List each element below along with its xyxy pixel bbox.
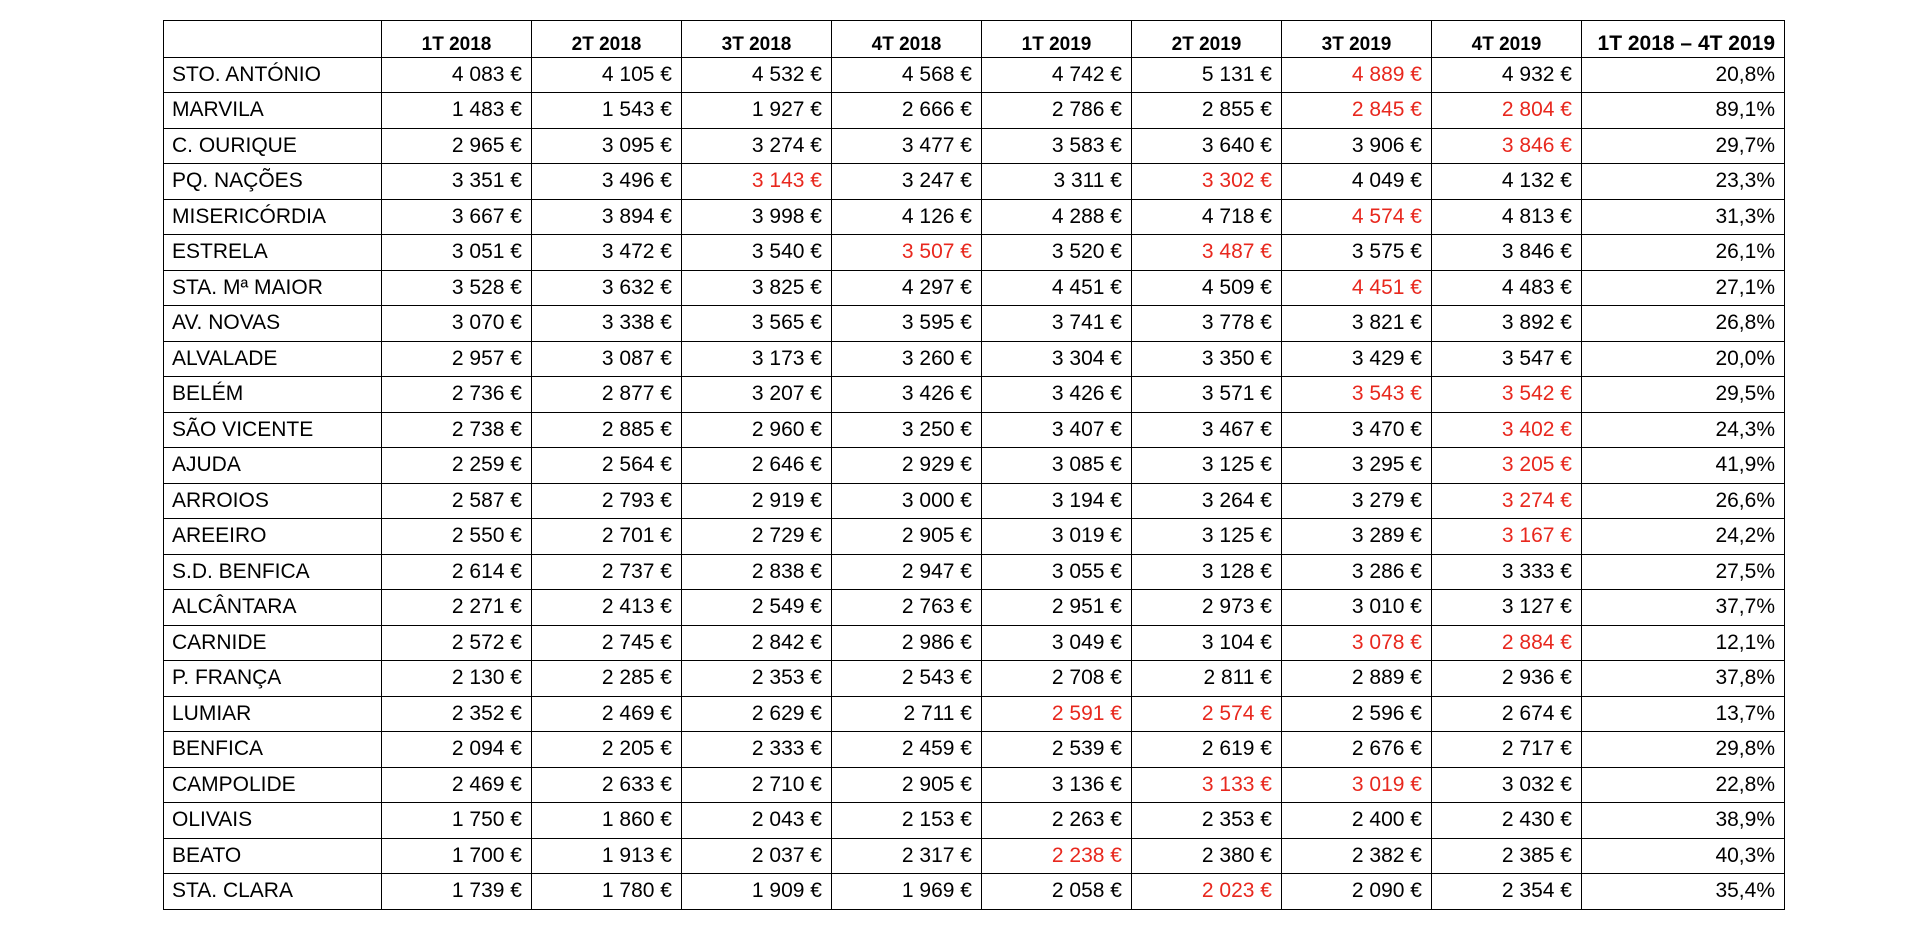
price-cell: 1 913 € — [532, 838, 682, 874]
price-cell: 3 350 € — [1132, 341, 1282, 377]
price-cell: 2 614 € — [382, 554, 532, 590]
price-cell: 2 666 € — [832, 93, 982, 129]
price-cell: 2 353 € — [1132, 803, 1282, 839]
price-cell: 3 595 € — [832, 306, 982, 342]
price-cell: 3 547 € — [1432, 341, 1582, 377]
price-cell: 4 532 € — [682, 57, 832, 93]
parish-name: ESTRELA — [164, 235, 382, 271]
parish-name: LUMIAR — [164, 696, 382, 732]
price-cell: 2 947 € — [832, 554, 982, 590]
price-cell: 2 905 € — [832, 519, 982, 555]
price-cell: 3 173 € — [682, 341, 832, 377]
price-cell: 4 718 € — [1132, 199, 1282, 235]
parish-name: C. OURIQUE — [164, 128, 382, 164]
price-cell: 3 070 € — [382, 306, 532, 342]
price-cell: 3 295 € — [1282, 448, 1432, 484]
price-cell: 3 426 € — [832, 377, 982, 413]
price-cell: 2 130 € — [382, 661, 532, 697]
parish-name: CARNIDE — [164, 625, 382, 661]
price-cell: 3 496 € — [532, 164, 682, 200]
price-cell: 3 143 € — [682, 164, 832, 200]
price-cell: 3 311 € — [982, 164, 1132, 200]
price-cell: 3 250 € — [832, 412, 982, 448]
price-cell: 4 132 € — [1432, 164, 1582, 200]
table-row — [164, 57, 1785, 93]
price-cell: 3 207 € — [682, 377, 832, 413]
price-cell: 4 932 € — [1432, 57, 1582, 93]
price-cell: 3 247 € — [832, 164, 982, 200]
price-cell: 4 126 € — [832, 199, 982, 235]
price-cell: 3 194 € — [982, 483, 1132, 519]
price-cell: 2 574 € — [1132, 696, 1282, 732]
price-cell: 2 058 € — [982, 874, 1132, 910]
price-cell: 2 674 € — [1432, 696, 1582, 732]
parish-name: AREEIRO — [164, 519, 382, 555]
price-cell: 2 884 € — [1432, 625, 1582, 661]
price-cell: 3 087 € — [532, 341, 682, 377]
price-cell: 3 540 € — [682, 235, 832, 271]
price-cell: 2 877 € — [532, 377, 682, 413]
table-row — [164, 341, 1785, 377]
price-cell: 1 700 € — [382, 838, 532, 874]
table-row — [164, 483, 1785, 519]
price-cell: 2 960 € — [682, 412, 832, 448]
table-body — [164, 57, 1785, 909]
price-cell: 1 750 € — [382, 803, 532, 839]
price-cell: 2 413 € — [532, 590, 682, 626]
price-cell: 4 483 € — [1432, 270, 1582, 306]
price-cell: 2 811 € — [1132, 661, 1282, 697]
price-cell: 2 885 € — [532, 412, 682, 448]
price-cell: 4 568 € — [832, 57, 982, 93]
table-row — [164, 661, 1785, 697]
price-cell: 3 264 € — [1132, 483, 1282, 519]
price-cell: 2 596 € — [1282, 696, 1432, 732]
parish-name: MISERICÓRDIA — [164, 199, 382, 235]
price-cell: 2 259 € — [382, 448, 532, 484]
price-cell: 2 957 € — [382, 341, 532, 377]
parish-name: AJUDA — [164, 448, 382, 484]
parish-name: STA. CLARA — [164, 874, 382, 910]
header-quarter: 3T 2019 — [1282, 21, 1432, 58]
change-cell: 26,1% — [1582, 235, 1785, 271]
table-row — [164, 306, 1785, 342]
price-cell: 4 889 € — [1282, 57, 1432, 93]
price-cell: 2 838 € — [682, 554, 832, 590]
table-row — [164, 838, 1785, 874]
header-quarter: 3T 2018 — [682, 21, 832, 58]
price-cell: 2 711 € — [832, 696, 982, 732]
parish-name: S.D. BENFICA — [164, 554, 382, 590]
change-cell: 26,8% — [1582, 306, 1785, 342]
change-cell: 22,8% — [1582, 767, 1785, 803]
table-row — [164, 93, 1785, 129]
parish-name: STA. Mª MAIOR — [164, 270, 382, 306]
price-cell: 3 821 € — [1282, 306, 1432, 342]
header-row — [164, 21, 1785, 58]
price-cell: 2 855 € — [1132, 93, 1282, 129]
price-cell: 4 288 € — [982, 199, 1132, 235]
price-cell: 3 078 € — [1282, 625, 1432, 661]
price-cell: 3 136 € — [982, 767, 1132, 803]
price-table — [163, 20, 1785, 910]
price-cell: 3 000 € — [832, 483, 982, 519]
price-cell: 4 297 € — [832, 270, 982, 306]
price-cell: 2 710 € — [682, 767, 832, 803]
price-cell: 1 909 € — [682, 874, 832, 910]
change-cell: 29,5% — [1582, 377, 1785, 413]
price-cell: 3 333 € — [1432, 554, 1582, 590]
price-cell: 3 741 € — [982, 306, 1132, 342]
price-cell: 3 104 € — [1132, 625, 1282, 661]
header-quarter: 4T 2018 — [832, 21, 982, 58]
price-cell: 2 587 € — [382, 483, 532, 519]
price-cell: 3 543 € — [1282, 377, 1432, 413]
price-cell: 2 845 € — [1282, 93, 1432, 129]
price-cell: 2 986 € — [832, 625, 982, 661]
price-cell: 2 745 € — [532, 625, 682, 661]
price-cell: 2 380 € — [1132, 838, 1282, 874]
price-cell: 3 467 € — [1132, 412, 1282, 448]
parish-name: PQ. NAÇÕES — [164, 164, 382, 200]
price-cell: 3 477 € — [832, 128, 982, 164]
price-cell: 3 338 € — [532, 306, 682, 342]
price-cell: 3 289 € — [1282, 519, 1432, 555]
price-cell: 2 973 € — [1132, 590, 1282, 626]
price-cell: 2 564 € — [532, 448, 682, 484]
price-cell: 3 010 € — [1282, 590, 1432, 626]
price-cell: 2 793 € — [532, 483, 682, 519]
header-quarter: 1T 2018 — [382, 21, 532, 58]
price-cell: 2 572 € — [382, 625, 532, 661]
price-cell: 3 507 € — [832, 235, 982, 271]
parish-name: AV. NOVAS — [164, 306, 382, 342]
price-cell: 2 459 € — [832, 732, 982, 768]
change-cell: 35,4% — [1582, 874, 1785, 910]
table-row — [164, 767, 1785, 803]
price-cell: 3 892 € — [1432, 306, 1582, 342]
parish-name: STO. ANTÓNIO — [164, 57, 382, 93]
table-row — [164, 164, 1785, 200]
price-cell: 2 382 € — [1282, 838, 1432, 874]
price-cell: 2 646 € — [682, 448, 832, 484]
price-cell: 2 708 € — [982, 661, 1132, 697]
price-cell: 4 813 € — [1432, 199, 1582, 235]
table-row — [164, 696, 1785, 732]
change-cell: 12,1% — [1582, 625, 1785, 661]
price-cell: 3 846 € — [1432, 235, 1582, 271]
change-cell: 38,9% — [1582, 803, 1785, 839]
price-cell: 3 846 € — [1432, 128, 1582, 164]
parish-name: BELÉM — [164, 377, 382, 413]
price-cell: 4 451 € — [982, 270, 1132, 306]
price-cell: 2 786 € — [982, 93, 1132, 129]
price-cell: 3 565 € — [682, 306, 832, 342]
price-cell: 2 842 € — [682, 625, 832, 661]
price-cell: 3 640 € — [1132, 128, 1282, 164]
price-cell: 2 469 € — [532, 696, 682, 732]
table-row — [164, 732, 1785, 768]
change-cell: 31,3% — [1582, 199, 1785, 235]
price-cell: 3 487 € — [1132, 235, 1282, 271]
price-cell: 2 543 € — [832, 661, 982, 697]
price-cell: 2 763 € — [832, 590, 982, 626]
price-cell: 3 426 € — [982, 377, 1132, 413]
change-cell: 41,9% — [1582, 448, 1785, 484]
parish-name: MARVILA — [164, 93, 382, 129]
price-cell: 2 738 € — [382, 412, 532, 448]
change-cell: 27,1% — [1582, 270, 1785, 306]
price-cell: 2 550 € — [382, 519, 532, 555]
price-cell: 1 927 € — [682, 93, 832, 129]
price-cell: 2 619 € — [1132, 732, 1282, 768]
change-cell: 13,7% — [1582, 696, 1785, 732]
price-cell: 3 402 € — [1432, 412, 1582, 448]
price-cell: 4 083 € — [382, 57, 532, 93]
price-cell: 2 889 € — [1282, 661, 1432, 697]
header-corner — [164, 21, 382, 58]
price-cell: 2 090 € — [1282, 874, 1432, 910]
price-cell: 3 667 € — [382, 199, 532, 235]
price-cell: 3 407 € — [982, 412, 1132, 448]
price-cell: 3 542 € — [1432, 377, 1582, 413]
header-quarter: 4T 2019 — [1432, 21, 1582, 58]
price-cell: 1 543 € — [532, 93, 682, 129]
price-cell: 2 037 € — [682, 838, 832, 874]
change-cell: 29,8% — [1582, 732, 1785, 768]
table-row — [164, 412, 1785, 448]
price-cell: 3 571 € — [1132, 377, 1282, 413]
price-cell: 3 429 € — [1282, 341, 1432, 377]
price-cell: 3 260 € — [832, 341, 982, 377]
price-cell: 2 905 € — [832, 767, 982, 803]
parish-name: CAMPOLIDE — [164, 767, 382, 803]
price-cell: 2 354 € — [1432, 874, 1582, 910]
price-cell: 2 919 € — [682, 483, 832, 519]
price-cell: 3 085 € — [982, 448, 1132, 484]
price-cell: 1 969 € — [832, 874, 982, 910]
price-cell: 2 469 € — [382, 767, 532, 803]
parish-name: SÃO VICENTE — [164, 412, 382, 448]
change-cell: 89,1% — [1582, 93, 1785, 129]
price-cell: 3 167 € — [1432, 519, 1582, 555]
price-cell: 4 049 € — [1282, 164, 1432, 200]
price-cell: 2 929 € — [832, 448, 982, 484]
price-cell: 3 051 € — [382, 235, 532, 271]
price-cell: 3 095 € — [532, 128, 682, 164]
price-cell: 1 780 € — [532, 874, 682, 910]
price-cell: 2 023 € — [1132, 874, 1282, 910]
parish-name: ALVALADE — [164, 341, 382, 377]
price-cell: 3 632 € — [532, 270, 682, 306]
table-row — [164, 377, 1785, 413]
price-cell: 1 860 € — [532, 803, 682, 839]
price-cell: 2 285 € — [532, 661, 682, 697]
price-cell: 2 936 € — [1432, 661, 1582, 697]
price-cell: 2 238 € — [982, 838, 1132, 874]
price-cell: 2 094 € — [382, 732, 532, 768]
price-cell: 1 483 € — [382, 93, 532, 129]
price-cell: 3 205 € — [1432, 448, 1582, 484]
header-quarter: 2T 2019 — [1132, 21, 1282, 58]
price-cell: 3 583 € — [982, 128, 1132, 164]
price-cell: 3 528 € — [382, 270, 532, 306]
price-cell: 2 539 € — [982, 732, 1132, 768]
table-row — [164, 554, 1785, 590]
price-cell: 1 739 € — [382, 874, 532, 910]
change-cell: 26,6% — [1582, 483, 1785, 519]
price-cell: 3 472 € — [532, 235, 682, 271]
price-cell: 3 049 € — [982, 625, 1132, 661]
price-cell: 5 131 € — [1132, 57, 1282, 93]
price-cell: 4 105 € — [532, 57, 682, 93]
price-cell: 2 205 € — [532, 732, 682, 768]
price-cell: 4 451 € — [1282, 270, 1432, 306]
price-cell: 3 998 € — [682, 199, 832, 235]
table-row — [164, 874, 1785, 910]
parish-name: ALCÂNTARA — [164, 590, 382, 626]
price-cell: 2 549 € — [682, 590, 832, 626]
table-row — [164, 519, 1785, 555]
parish-name: BEATO — [164, 838, 382, 874]
price-cell: 2 729 € — [682, 519, 832, 555]
price-cell: 2 737 € — [532, 554, 682, 590]
price-cell: 2 333 € — [682, 732, 832, 768]
table-header — [164, 21, 1785, 58]
price-cell: 3 894 € — [532, 199, 682, 235]
price-cell: 3 055 € — [982, 554, 1132, 590]
change-cell: 29,7% — [1582, 128, 1785, 164]
price-cell: 2 385 € — [1432, 838, 1582, 874]
price-cell: 3 302 € — [1132, 164, 1282, 200]
change-cell: 24,2% — [1582, 519, 1785, 555]
price-cell: 2 804 € — [1432, 93, 1582, 129]
price-cell: 2 153 € — [832, 803, 982, 839]
parish-name: BENFICA — [164, 732, 382, 768]
change-cell: 20,8% — [1582, 57, 1785, 93]
price-cell: 2 591 € — [982, 696, 1132, 732]
price-cell: 3 279 € — [1282, 483, 1432, 519]
table-row — [164, 270, 1785, 306]
price-cell: 3 575 € — [1282, 235, 1432, 271]
change-cell: 27,5% — [1582, 554, 1785, 590]
table-row — [164, 199, 1785, 235]
price-cell: 2 353 € — [682, 661, 832, 697]
price-cell: 2 400 € — [1282, 803, 1432, 839]
change-cell: 23,3% — [1582, 164, 1785, 200]
price-cell: 3 304 € — [982, 341, 1132, 377]
table-row — [164, 128, 1785, 164]
parish-name: P. FRANÇA — [164, 661, 382, 697]
price-cell: 2 043 € — [682, 803, 832, 839]
price-cell: 3 274 € — [682, 128, 832, 164]
price-cell: 2 633 € — [532, 767, 682, 803]
change-cell: 37,7% — [1582, 590, 1785, 626]
price-cell: 4 574 € — [1282, 199, 1432, 235]
price-cell: 2 736 € — [382, 377, 532, 413]
table-row — [164, 235, 1785, 271]
price-cell: 3 286 € — [1282, 554, 1432, 590]
price-cell: 3 778 € — [1132, 306, 1282, 342]
table-row — [164, 590, 1785, 626]
header-change: 1T 2018 – 4T 2019 — [1582, 21, 1785, 58]
parish-name: OLIVAIS — [164, 803, 382, 839]
parish-name: ARROIOS — [164, 483, 382, 519]
price-cell: 2 271 € — [382, 590, 532, 626]
price-cell: 3 906 € — [1282, 128, 1432, 164]
change-cell: 40,3% — [1582, 838, 1785, 874]
price-cell: 3 019 € — [982, 519, 1132, 555]
price-cell: 3 127 € — [1432, 590, 1582, 626]
price-cell: 4 742 € — [982, 57, 1132, 93]
table-row — [164, 625, 1785, 661]
change-cell: 24,3% — [1582, 412, 1785, 448]
price-cell: 3 128 € — [1132, 554, 1282, 590]
price-cell: 2 629 € — [682, 696, 832, 732]
price-cell: 2 965 € — [382, 128, 532, 164]
change-cell: 37,8% — [1582, 661, 1785, 697]
price-cell: 3 133 € — [1132, 767, 1282, 803]
price-cell: 2 701 € — [532, 519, 682, 555]
price-cell: 2 951 € — [982, 590, 1132, 626]
table-row — [164, 448, 1785, 484]
table-row — [164, 803, 1785, 839]
price-cell: 2 676 € — [1282, 732, 1432, 768]
price-cell: 3 470 € — [1282, 412, 1432, 448]
price-cell: 3 019 € — [1282, 767, 1432, 803]
price-cell: 3 520 € — [982, 235, 1132, 271]
price-cell: 3 125 € — [1132, 519, 1282, 555]
price-cell: 2 263 € — [982, 803, 1132, 839]
price-cell: 3 351 € — [382, 164, 532, 200]
price-cell: 3 125 € — [1132, 448, 1282, 484]
price-cell: 3 825 € — [682, 270, 832, 306]
price-cell: 2 430 € — [1432, 803, 1582, 839]
price-cell: 2 717 € — [1432, 732, 1582, 768]
price-cell: 4 509 € — [1132, 270, 1282, 306]
price-cell: 3 274 € — [1432, 483, 1582, 519]
change-cell: 20,0% — [1582, 341, 1785, 377]
header-quarter: 2T 2018 — [532, 21, 682, 58]
price-cell: 2 352 € — [382, 696, 532, 732]
header-quarter: 1T 2019 — [982, 21, 1132, 58]
price-cell: 3 032 € — [1432, 767, 1582, 803]
price-cell: 2 317 € — [832, 838, 982, 874]
